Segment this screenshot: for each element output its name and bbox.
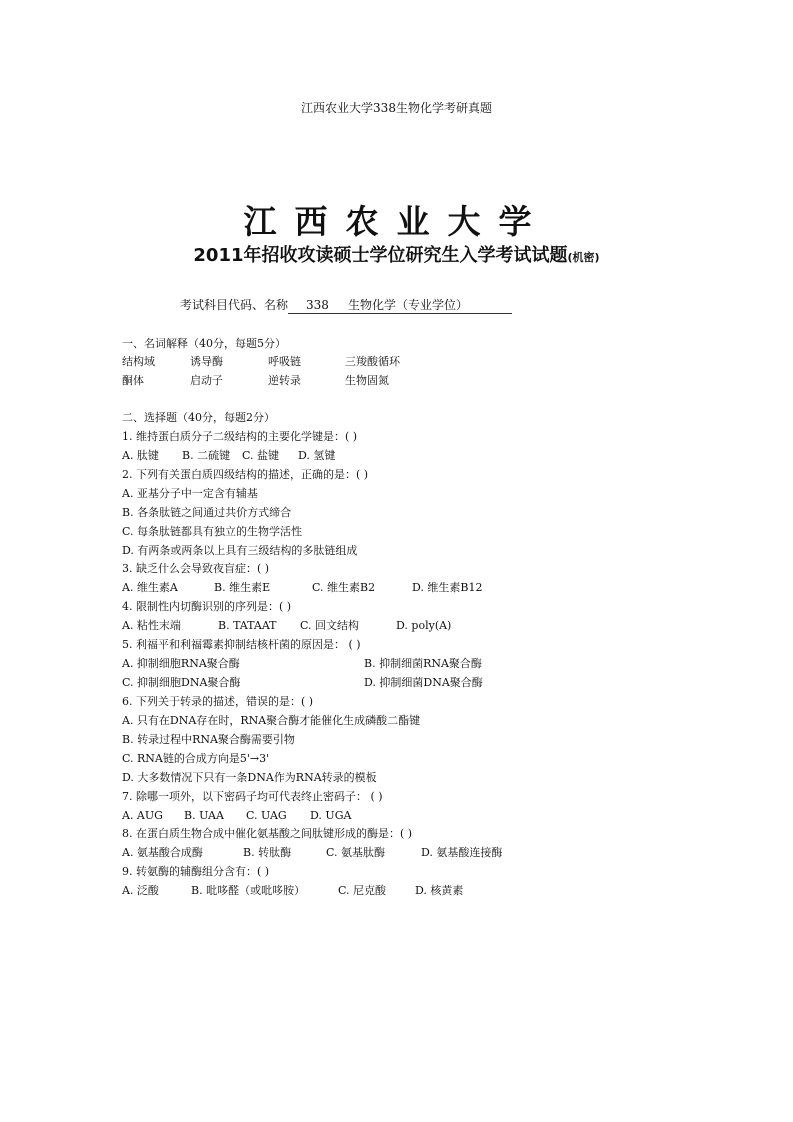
subtitle-text: 2011年招收攻读硕士学位研究生入学考试试题 [193,245,568,266]
options-row [122,619,451,633]
question: 2. 下列有关蛋白质四级结构的描述，正确的是：( ) [122,468,369,481]
option: A. 抑制细胞RNA聚合酶 [122,657,240,670]
exam-subtitle [0,241,793,267]
options-row [122,676,483,690]
option: C. 盐键 [242,449,280,462]
confidential-note: (机密) [567,251,600,264]
option: C. UAG [246,809,287,822]
university-title: 江西农业大学 [243,202,550,241]
option: C. RNA链的合成方向是5'→3' [122,752,270,765]
subject-name: 生物化学（专业学位） [348,298,469,312]
question: 6. 下列关于转录的描述，错误的是：( ) [122,695,314,708]
section-1-heading: 一、名词解释（40分，每题5分） [122,337,286,350]
option: B. 维生素E [214,581,271,594]
options-row [122,884,463,898]
term: 启动子 [190,374,223,387]
option: D. 抑制细菌DNA聚合酶 [364,676,483,689]
question: 9. 转氨酶的辅酶组分含有：( ) [122,865,270,878]
term: 逆转录 [268,374,301,387]
option: A. 肽键 [122,449,159,462]
options-row [122,846,502,860]
option: D. 有两条或两条以上具有三级结构的多肽链组成 [122,544,358,557]
option: B. 转录过程中RNA聚合酶需要引物 [122,733,295,746]
option: C. 氨基肽酶 [326,846,386,859]
option: A. 泛酸 [122,884,159,897]
subject-code: 338 [306,298,329,312]
option: B. UAA [184,809,224,822]
question: 8. 在蛋白质生物合成中催化氨基酸之间肽键形成的酶是：( ) [122,827,413,840]
option: C. 维生素B2 [312,581,376,594]
page-header: 江西农业大学338生物化学考研真题 [301,101,492,115]
option: D. poly(A) [396,619,452,632]
term: 三羧酸循环 [345,355,400,368]
option: B. 吡哆醛（或吡哆胺） [191,884,306,897]
options-row [122,657,482,671]
option: A. 氨基酸合成酶 [122,846,203,859]
term: 呼吸链 [268,355,301,368]
option: A. 只有在DNA存在时，RNA聚合酶才能催化生成磷酸二酯键 [122,714,421,727]
terms-row [122,355,400,369]
option: C. 每条肽链都具有独立的生物学活性 [122,525,303,538]
question: 1. 维持蛋白质分子二级结构的主要化学键是：( ) [122,430,358,443]
option: A. 维生素A [122,581,178,594]
subject-line [180,296,512,314]
option: B. 转肽酶 [243,846,292,859]
option: D. 氨基酸连接酶 [421,846,503,859]
option: A. AUG [122,809,163,822]
question: 7. 除哪一项外，以下密码子均可代表终止密码子： ( ) [122,790,383,803]
option: B. 各条肽链之间通过共价方式缔合 [122,506,292,519]
options-row [122,809,351,823]
option: A. 亚基分子中一定含有辅基 [122,487,258,500]
question: 4. 限制性内切酶识别的序列是：( ) [122,600,292,613]
option: D. 核黄素 [415,884,464,897]
option: A. 粘性末端 [122,619,181,632]
question: 5. 利福平和利福霉素抑制结核杆菌的原因是： ( ) [122,638,361,651]
subject-label: 考试科目代码、名称 [180,298,289,312]
question: 3. 缺乏什么会导致夜盲症：( ) [122,562,270,575]
term: 酮体 [122,374,144,387]
option: B. TATAAT [218,619,277,632]
option: D. UGA [310,809,352,822]
options-row [122,449,335,463]
option: D. 维生素B12 [412,581,483,594]
option: C. 回文结构 [300,619,360,632]
term: 生物固氮 [345,374,389,387]
subject-value [288,296,512,314]
option: B. 二硫键 [182,449,231,462]
option: B. 抑制细菌RNA聚合酶 [364,657,482,670]
terms-row [122,374,389,388]
option: C. 抑制细胞DNA聚合酶 [122,676,241,689]
term: 结构域 [122,355,155,368]
option: D. 氢键 [298,449,336,462]
options-row [122,581,483,595]
section-2-heading: 二、选择题（40分，每题2分） [122,411,275,424]
option: C. 尼克酸 [338,884,387,897]
option: D. 大多数情况下只有一条DNA作为RNA转录的模板 [122,771,377,784]
term: 诱导酶 [190,355,223,368]
